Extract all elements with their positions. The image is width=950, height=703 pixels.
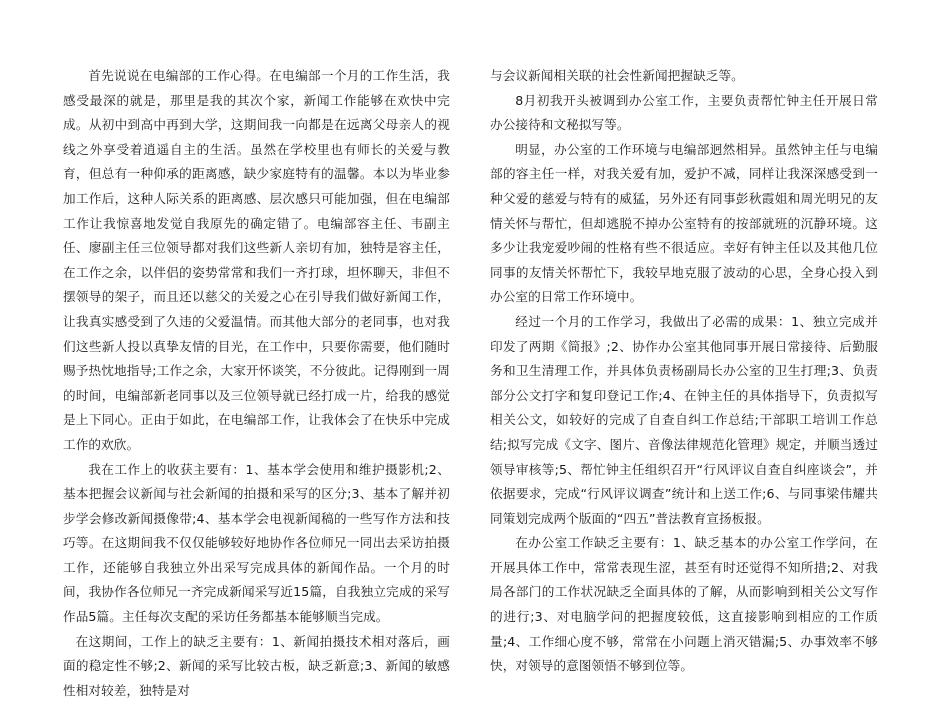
paragraph-continuation: 与会议新闻相关联的社会性新闻把握缺乏等。 [490, 68, 744, 83]
paragraph: 经过一个月的工作学习，我做出了必需的成果：1、独立完成并印发了两期《简报》;2、协作办公室其他同事开展日常接待、后勤服务和卫生清理工作，并具体负责杨副局长办公室的卫生打理;3、负责部分公文打字和复印登记工作;4、在钟主任的具体指导下，负责拟写相关公文，如较好的完成了自查自纠工作总结;干部职工培训工作总结;拟写完成《文字、图片、音像法律规范化管理》规定，并顺当透过领导审核等;5、帮忙钟主任组织召开“行风评议自查自纠座谈会”，并依据要求，完成“行风评议调查”统计和上送工作;6、与同事梁伟耀共同策划完成两个版面的“四五”普法教育宣扬板报。 [490, 313, 878, 526]
paragraph: 8月初我开头被调到办公室工作，主要负责帮忙钟主任开展日常办公接待和文秘拟写等。 [490, 92, 878, 133]
paragraph: 在这期间，工作上的缺乏主要有：1、新闻拍摄技术相对落后，画面的稳定性不够;2、新闻的采写比较古板，缺乏新意;3、新闻的敏感性相对较差，独特是对 [63, 633, 450, 698]
paragraph: 在办公室工作缺乏主要有：1、缺乏基本的办公室工作学问，在开展具体工作中，常常表现生涩，甚至有时还觉得不知所措;2、对我局各部门的工作状况缺乏全面具体的了解，从而影响到相关公文写作的进行;3、对电脑学问的把握度较低，这直接影响到相应的工作质量;4、工作细心度不够，常常在小问题上消灭错漏;5、办事效率不够快，对领导的意图领悟不够到位等。 [490, 535, 878, 674]
paragraph: 我在工作上的收获主要有：1、基本学会使用和维护摄影机;2、基本把握会议新闻与社会新闻的拍摄和采写的区分;3、基本了解并初步学会修改新闻摄像带;4、基本学会电视新闻稿的一些写作方法和技巧等。在这期间我不仅仅能够较好地协作各位师兄一同出去采访拍摄工作，还能够自我独立外出采写完成具体的新闻作品。一个月的时间，我协作各位师兄一齐完成新闻采写近15篇，自我独立完成的采写作品5篇。主任每次支配的采访任务都基本能够顺当完成。 [63, 461, 450, 625]
paragraph: 明显，办公室的工作环境与电编部迥然相异。虽然钟主任与电编部的容主任一样，对我关爱有加，爱护不减，同样让我深深感受到一种父爱的慈爱与特有的威猛，另外还有同事彭秋霞姐和周光明兄的友情关怀与帮忙，但却逃脱不掉办公室特有的按部就班的沉静环境。这多少让我宠爱吵闹的性格有些不很适应。幸好有钟主任以及其他几位同事的友情关怀帮忙下，我较早地克服了波动的心思，全身心投入到办公室的日常工作环境中。 [490, 141, 878, 305]
paragraph: 首先说说在电编部的工作心得。在电编部一个月的工作生活，我感受最深的就是，那里是我的其次个家，新闻工作能够在欢快中完成。从初中到高中再到大学，这期间我一向都是在远离父母亲人的视线之外享受着逍遥自主的生活。虽然在学校里也有师长的关爱与教育，但总有一种仰承的距离感，缺少家庭特有的温馨。本以为毕业参加工作后，这种人际关系的距离感、层次感只可能加强，但在电编部工作让我惊喜地发觉自我原先的确定错了。电编部容主任、韦副主任、廖副主任三位领导都对我们这些新人亲切有加，独特是容主任，在工作之余，以伴侣的姿势常常和我们一齐打球，坦怀聊天，非但不摆领导的架子，而且还以慈父的关爱之心在引导我们做好新闻工作，让我真实感受到了久违的父爱温情。而其他大部分的老同事，也对我们这些新人投以真挚友情的目光，在工作中，只要你需要，他们随时赐予热忱地指导;工作之余，大家开怀谈笑，不分彼此。记得刚到一周的时间，电编部新老同事以及三位领导就已经打成一片，给我的感觉是上下同心。正由于如此，在电编部工作，让我体会了在快乐中完成工作的欢欣。 [63, 68, 450, 452]
left-column [63, 64, 450, 703]
right-column [490, 64, 878, 679]
